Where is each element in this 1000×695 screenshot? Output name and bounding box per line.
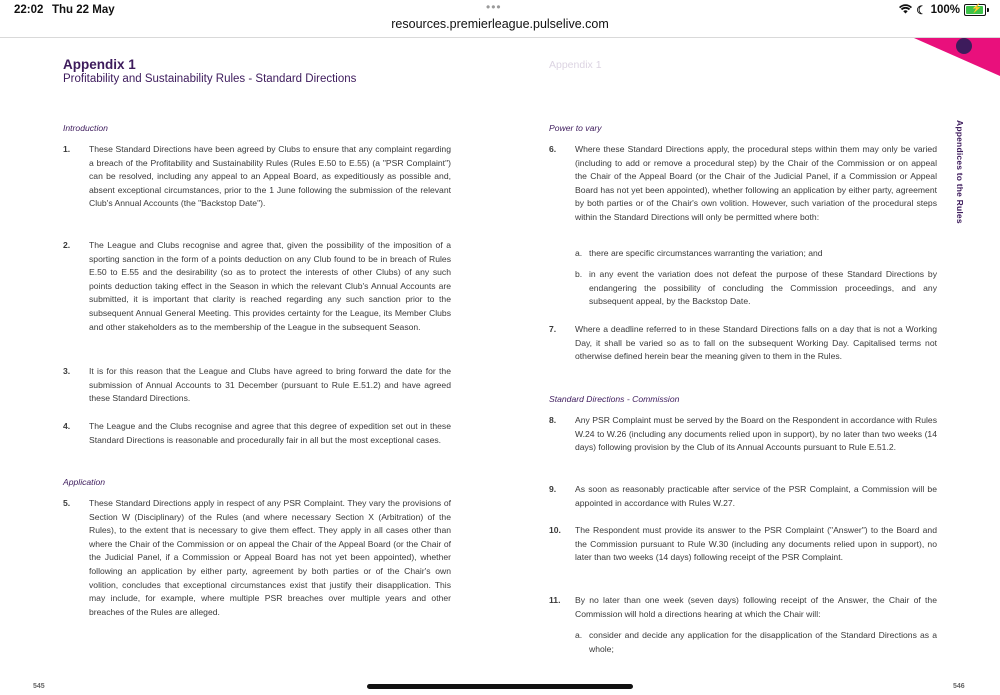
paragraph-number: 11. <box>549 595 561 605</box>
paragraph-number: 4. <box>63 421 71 431</box>
section-heading-power-to-vary: Power to vary <box>549 123 602 133</box>
battery-icon: ⚡ <box>964 4 986 16</box>
page-number-right: 546 <box>953 683 965 690</box>
paragraph-number: 3. <box>63 366 71 376</box>
sub-paragraph-text: there are specific circumstances warranting the variation; and <box>589 248 823 258</box>
sub-paragraph-letter: b. <box>575 269 583 279</box>
paragraph-number: 2. <box>63 240 71 250</box>
address-bar[interactable]: resources.premierleague.pulselive.com <box>391 17 609 31</box>
paragraph-text: These Standard Directions apply in respect of any PSR Complaint. They vary the provisions of Section W (Disciplinary) of the Rules (and where necessary Section X (Arbitration) of the Rules), to the extent that is necessary to give them effect. They apply in all cases other than where the Chair of the Commission or on appeal the Chair of the Appeal Board (or the Chair of the Judicial Panel, if a Commission or Appeal Board has not yet been appointed), whether following an application by either party, agreement by both parties or of the Chair's own volition, concludes that exceptional circumstances exist that justify their disapplication. This may include, for example, where multiple PSR breaches over multiple years and other breaches of the Rules are alleged. <box>89 498 451 617</box>
section-heading-commission: Standard Directions - Commission <box>549 394 680 404</box>
wifi-icon <box>899 4 912 17</box>
more-dots-icon[interactable]: ••• <box>486 0 502 14</box>
paragraph-text: As soon as reasonably practicable after service of the PSR Complaint, a Commission will be appointed in accordance with Rules W.27. <box>575 484 937 508</box>
section-heading-application: Application <box>63 477 106 487</box>
running-header: Appendix 1 <box>549 59 602 71</box>
page-subtitle: Profitability and Sustainability Rules - Standard Directions <box>63 73 357 85</box>
paragraph-text: It is for this reason that the League and Clubs have agreed to bring forward the date for the submission of Annual Accounts to 31 December (pursuant to Rule E.51.2) and have agreed these Standard Directions. <box>89 366 451 404</box>
sub-paragraph-letter: a. <box>575 630 583 640</box>
paragraph-text: These Standard Directions have been agreed by Clubs to ensure that any complaint regarding a breach of the Profitability and Sustainability Rules (Rules E.50 to E.55) (a "PSR Complaint") can be resolved, including any appeal to an Appeal Board, as expeditiously as possible and, absent exceptional circumstances, prior to the 1 June following the submission of the relevant Club's Annual Accounts (the "Backstop Date"). <box>89 144 451 209</box>
sub-paragraph-letter: a. <box>575 248 583 258</box>
paragraph-text: Where a deadline referred to in these Standard Directions falls on a day that is not a Working Day, it shall be varied so as to fall on the subsequent Working Day. Capitalised terms not otherwise defined herein bear the meaning given to them in the Rules. <box>575 324 937 362</box>
paragraph-text: Where these Standard Directions apply, the procedural steps within them may only be varied (including to add or remove a procedural step) by the Chair of the Commission or on appeal the Chair of the Appeal Board (or the Chair of the Judicial Panel, if a Commission or Appeal Board has not yet been appointed), whether following an application by either party, agreement by both parties or of the Chair's own volition. However, such variation of the procedural steps within the Standard Directions will only be permitted where both: <box>575 144 937 222</box>
paragraph-number: 5. <box>63 498 71 508</box>
status-time: 22:02 <box>14 4 44 16</box>
page-number-left: 545 <box>33 683 45 690</box>
browser-divider <box>0 37 1000 38</box>
paragraph-text: The Respondent must provide its answer to the PSR Complaint ("Answer") to the Board and the Commission pursuant to Rule W.30 (including any documents relied upon in support), no later than two weeks (14 days) following receipt of the PSR Complaint. <box>575 525 937 563</box>
sub-paragraph-text: in any event the variation does not defeat the purpose of these Standard Directions by endangering the possibility of concluding the Commission proceedings, and any subsequent appeal, by the Backstop Date. <box>589 269 937 307</box>
battery-percent: 100% <box>930 4 960 16</box>
lion-logo-icon <box>956 38 972 54</box>
paragraph-text: By no later than one week (seven days) following receipt of the Answer, the Chair of the Commission will hold a directions hearing at which the Chair will: <box>575 595 937 619</box>
status-indicators <box>899 3 986 17</box>
sub-paragraph-text: consider and decide any application for the disapplication of the Standard Directions as a whole; <box>589 630 937 654</box>
paragraph-text: The League and Clubs recognise and agree that, given the possibility of the imposition of a sporting sanction in the form of a points deduction on any Club found to be in breach of Rules E.50 to E.55 and the desirability (so as to protect the interests of other Clubs) of any such points deduction taking effect in the Season in which the relevant Club's Annual Accounts are submitted, it is important that clarity is reached regarding any such sanction prior to the subsequent Annual General Meeting. This provides certainty for the League, its Member Clubs and other stakeholders as to the membership of the League in the subsequent Season. <box>89 240 451 332</box>
side-tab-label: Appendices to the Rules <box>955 120 965 224</box>
page-title: Appendix 1 <box>63 57 136 72</box>
paragraph-text: Any PSR Complaint must be served by the Board on the Respondent in accordance with Rules W.24 to W.26 (including any documents relied upon in support), by no later than two weeks (14 days) following provision by the Club of its Annual Accounts pursuant to Rule E.51.2. <box>575 415 937 453</box>
paragraph-number: 10. <box>549 525 561 535</box>
paragraph-number: 6. <box>549 144 557 154</box>
status-date: Thu 22 May <box>52 4 115 16</box>
home-indicator[interactable] <box>367 684 633 689</box>
paragraph-text: The League and the Clubs recognise and agree that this degree of expedition set out in these Standard Directions is reasonable and procedurally fair in all but the most exceptional cases. <box>89 421 451 445</box>
section-heading-introduction: Introduction <box>63 123 108 133</box>
paragraph-number: 1. <box>63 144 71 154</box>
paragraph-number: 9. <box>549 484 557 494</box>
moon-icon: ☾ <box>916 5 927 17</box>
paragraph-number: 7. <box>549 324 557 334</box>
paragraph-number: 8. <box>549 415 557 425</box>
